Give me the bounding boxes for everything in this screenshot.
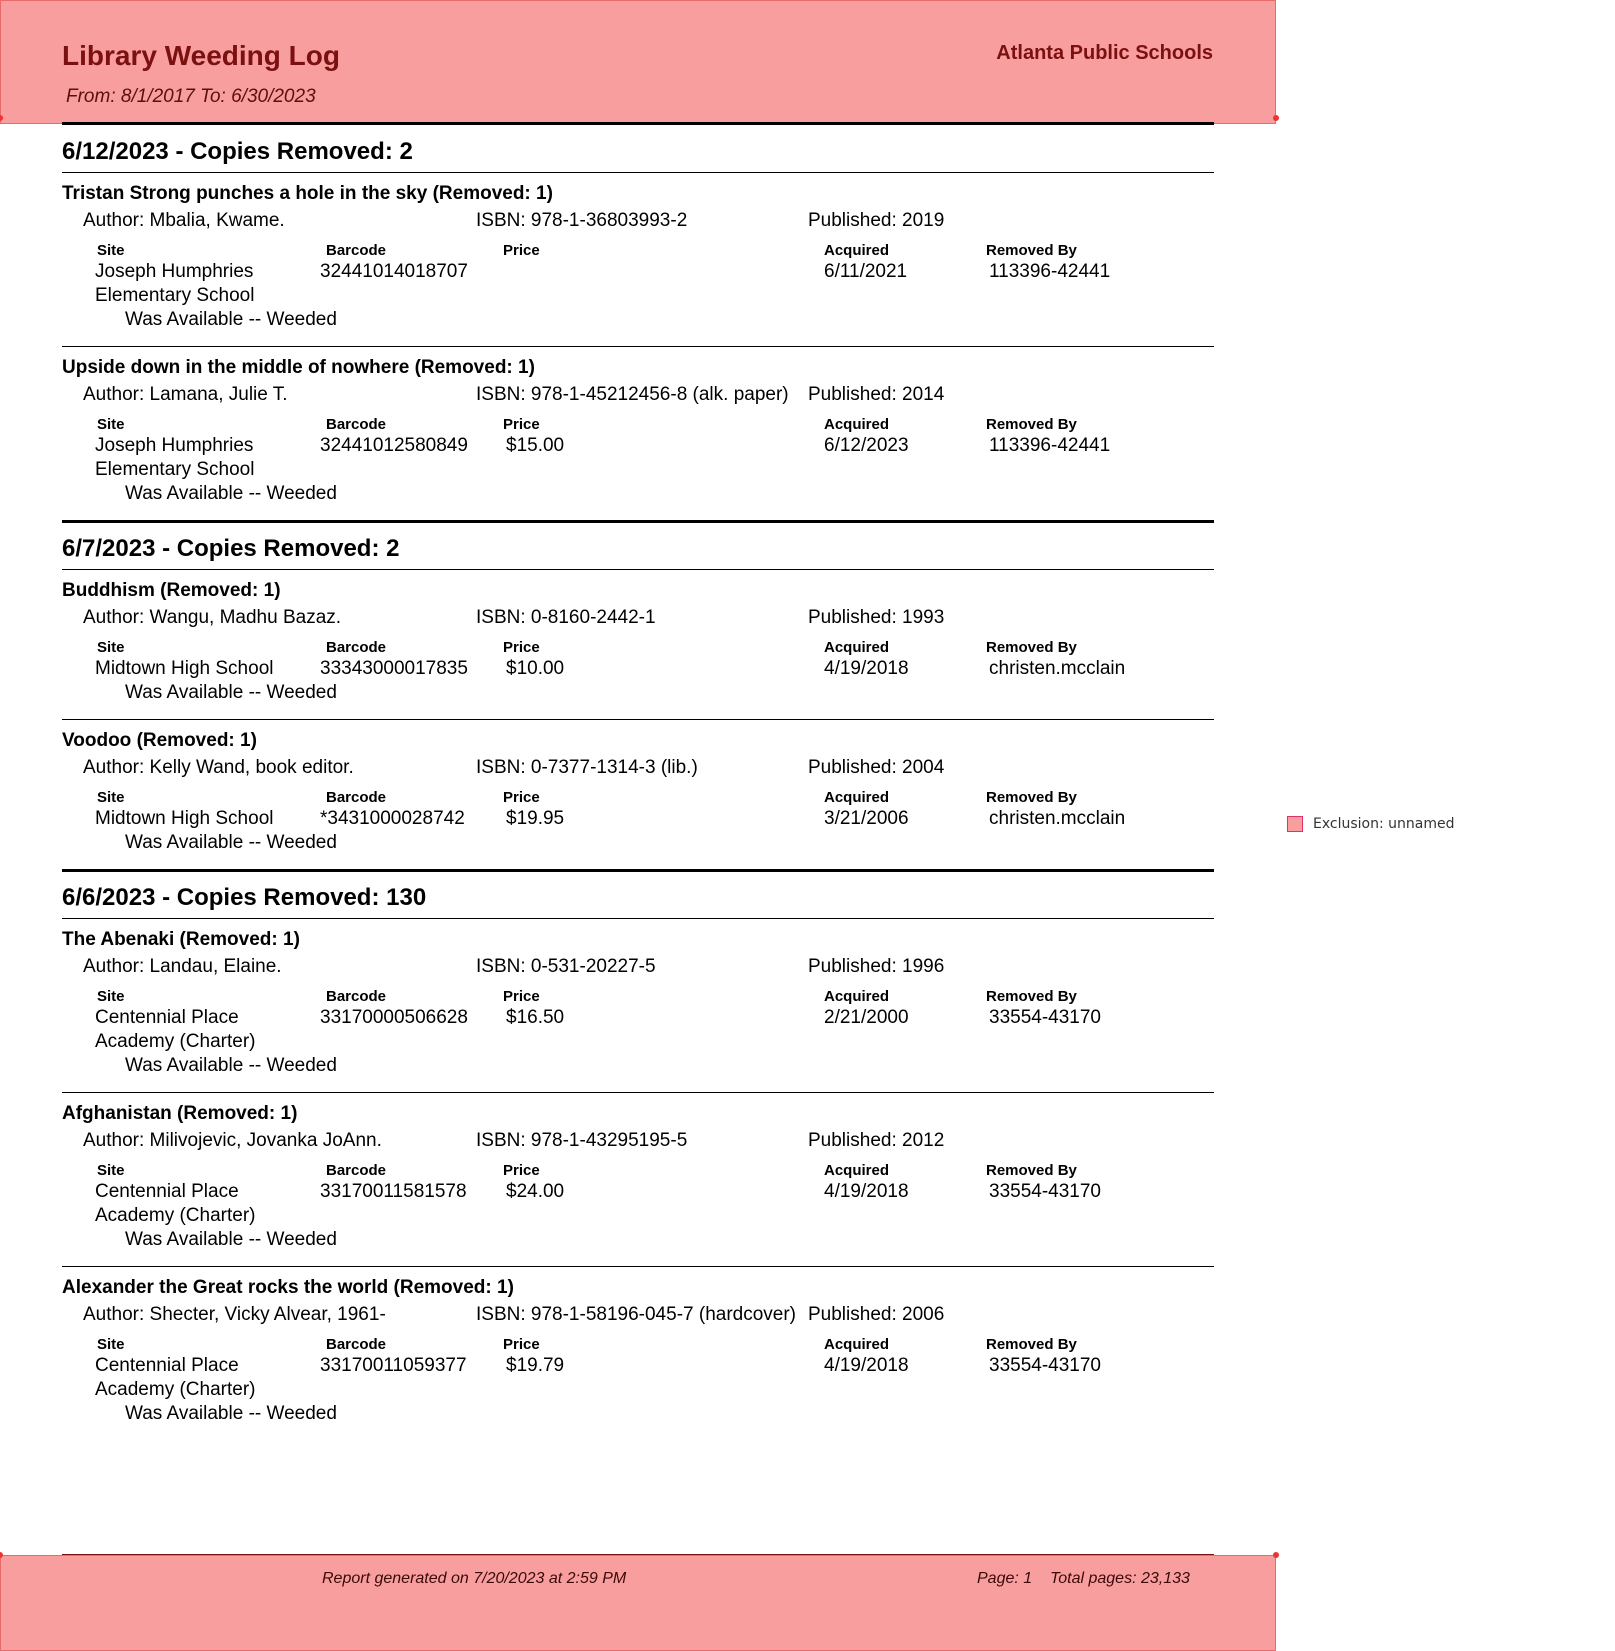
record-title: The Abenaki (Removed: 1): [62, 929, 300, 950]
report-generated-text: Report generated on 7/20/2023 at 2:59 PM: [322, 1570, 627, 1587]
col-barcode-header: Barcode: [326, 639, 387, 656]
copy-site: Joseph Humphries Elementary School: [95, 261, 255, 306]
col-removed-by-header: Removed By: [986, 789, 1077, 806]
record-author: Author: Milivojevic, Jovanka JoAnn.: [83, 1130, 382, 1151]
date-group: [62, 126, 1214, 520]
record-published: Published: 1993: [808, 607, 945, 628]
col-removed-by-header: Removed By: [986, 639, 1077, 656]
copy-removed-by: 113396-42441: [989, 261, 1111, 282]
copy-acquired: 4/19/2018: [824, 658, 909, 679]
copy-removed-by: 33554-43170: [989, 1007, 1101, 1028]
col-removed-by-header: Removed By: [986, 1336, 1077, 1353]
copy-removed-by: 33554-43170: [989, 1355, 1101, 1376]
col-removed-by-header: Removed By: [986, 416, 1077, 433]
copy-acquired: 6/11/2021: [824, 261, 908, 282]
copy-site: Centennial Place Academy (Charter): [95, 1181, 256, 1226]
record-title: Voodoo (Removed: 1): [62, 730, 257, 751]
col-removed-by-header: Removed By: [986, 1162, 1077, 1179]
copy-acquired: 6/12/2023: [824, 435, 909, 456]
col-site-header: Site: [97, 1336, 125, 1353]
weeded-record: [62, 183, 1214, 346]
col-price-header: Price: [503, 416, 540, 433]
copy-columns-header: [62, 988, 1214, 1006]
col-price-header: Price: [503, 789, 540, 806]
record-author: Author: Kelly Wand, book editor.: [83, 757, 354, 778]
record-metadata: [62, 606, 1214, 630]
col-price-header: Price: [503, 1336, 540, 1353]
group-heading-divider: [62, 569, 1214, 570]
record-isbn: ISBN: 0-8160-2442-1: [476, 607, 656, 628]
col-site-header: Site: [97, 789, 125, 806]
copy-removed-by: 33554-43170: [989, 1181, 1101, 1202]
date-group: [62, 520, 1214, 869]
col-site-header: Site: [97, 1162, 125, 1179]
weeded-record: [62, 346, 1214, 520]
group-heading-divider: [62, 918, 1214, 919]
record-author: Author: Shecter, Vicky Alvear, 1961-: [83, 1304, 386, 1325]
col-acquired-header: Acquired: [824, 1336, 890, 1353]
col-acquired-header: Acquired: [824, 242, 890, 259]
record-published: Published: 2012: [808, 1130, 945, 1151]
copy-price: $10.00: [506, 658, 565, 679]
record-published: Published: 2004: [808, 757, 945, 778]
col-acquired-header: Acquired: [824, 416, 890, 433]
region-handle[interactable]: [1273, 1552, 1279, 1558]
record-title: Tristan Strong punches a hole in the sky (Removed: 1): [62, 183, 553, 204]
record-published: Published: 1996: [808, 956, 945, 977]
record-title: Alexander the Great rocks the world (Removed: 1): [62, 1277, 514, 1298]
legend-label: Exclusion: unnamed: [1313, 816, 1455, 832]
record-metadata: [62, 209, 1214, 233]
copy-removed-by: christen.mcclain: [989, 808, 1126, 829]
copy-status: Was Available -- Weeded: [125, 309, 337, 330]
report-date-range: From: 8/1/2017 To: 6/30/2023: [66, 86, 316, 107]
copy-site: Midtown High School: [95, 808, 274, 829]
copy-row: [62, 1006, 1214, 1054]
col-acquired-header: Acquired: [824, 1162, 890, 1179]
record-list: [62, 183, 1214, 520]
col-price-header: Price: [503, 242, 540, 259]
copy-price: $24.00: [506, 1181, 565, 1202]
weeded-record: [62, 929, 1214, 1092]
col-barcode-header: Barcode: [326, 789, 387, 806]
record-isbn: ISBN: 978-1-36803993-2: [476, 210, 688, 231]
record-title: Afghanistan (Removed: 1): [62, 1103, 298, 1124]
record-metadata: [62, 1129, 1214, 1153]
copy-site: Centennial Place Academy (Charter): [95, 1355, 256, 1400]
col-acquired-header: Acquired: [824, 789, 890, 806]
copy-status: Was Available -- Weeded: [125, 483, 337, 504]
group-heading-divider: [62, 172, 1214, 173]
copy-columns-header: [62, 242, 1214, 260]
record-isbn: ISBN: 978-1-58196-045-7 (hardcover): [476, 1304, 797, 1325]
record-isbn: ISBN: 978-1-45212456-8 (alk. paper): [476, 384, 789, 405]
legend-swatch: [1287, 816, 1303, 832]
copy-barcode: 32441012580849: [320, 435, 468, 456]
copy-barcode: 33170011581578: [320, 1181, 467, 1202]
record-title: Buddhism (Removed: 1): [62, 580, 281, 601]
record-isbn: ISBN: 0-7377-1314-3 (lib.): [476, 757, 698, 778]
col-price-header: Price: [503, 1162, 540, 1179]
col-site-header: Site: [97, 988, 125, 1005]
copy-price: [503, 260, 824, 308]
weeded-record: [62, 1266, 1214, 1440]
copy-barcode: *3431000028742: [320, 808, 465, 829]
header-divider: [62, 122, 1214, 125]
record-published: Published: 2006: [808, 1304, 945, 1325]
weeded-record: [62, 719, 1214, 869]
record-metadata: [62, 955, 1214, 979]
copy-acquired: 4/19/2018: [824, 1181, 909, 1202]
record-author: Author: Lamana, Julie T.: [83, 384, 288, 405]
copy-columns-header: [62, 1336, 1214, 1354]
copy-acquired: 4/19/2018: [824, 1355, 909, 1376]
copy-price: $19.95: [506, 808, 565, 829]
copy-barcode: 33170000506628: [320, 1007, 468, 1028]
record-metadata: [62, 383, 1214, 407]
copy-price: $16.50: [506, 1007, 565, 1028]
page-info: Page: 1 Total pages: 23,133: [977, 1570, 1190, 1587]
copy-row: [62, 1180, 1214, 1228]
copy-barcode: 33170011059377: [320, 1355, 467, 1376]
col-site-header: Site: [97, 242, 125, 259]
copy-site: Midtown High School: [95, 658, 274, 679]
record-title: Upside down in the middle of nowhere (Removed: 1): [62, 357, 535, 378]
col-removed-by-header: Removed By: [986, 988, 1077, 1005]
record-published: Published: 2019: [808, 210, 945, 231]
date-group-heading: 6/7/2023 - Copies Removed: 2: [62, 535, 400, 562]
copy-columns-header: [62, 1162, 1214, 1180]
col-site-header: Site: [97, 416, 125, 433]
copy-columns-header: [62, 639, 1214, 657]
copy-row: [62, 807, 1214, 831]
copy-price: $15.00: [506, 435, 565, 456]
weeded-record: [62, 580, 1214, 719]
date-group-heading: 6/6/2023 - Copies Removed: 130: [62, 884, 427, 911]
date-group: [62, 869, 1214, 1440]
record-isbn: ISBN: 978-1-43295195-5: [476, 1130, 688, 1151]
col-barcode-header: Barcode: [326, 242, 387, 259]
copy-columns-header: [62, 789, 1214, 807]
copy-site: Centennial Place Academy (Charter): [95, 1007, 256, 1052]
record-metadata: [62, 756, 1214, 780]
report-title: Library Weeding Log: [62, 40, 340, 71]
weeded-record: [62, 1092, 1214, 1266]
copy-site: Joseph Humphries Elementary School: [95, 435, 255, 480]
copy-barcode: 33343000017835: [320, 658, 468, 679]
col-price-header: Price: [503, 988, 540, 1005]
copy-status: Was Available -- Weeded: [125, 832, 337, 853]
record-list: [62, 580, 1214, 869]
col-barcode-header: Barcode: [326, 1162, 387, 1179]
copy-removed-by: christen.mcclain: [989, 658, 1126, 679]
report-body: [62, 126, 1214, 1440]
copy-status: Was Available -- Weeded: [125, 682, 337, 703]
copy-status: Was Available -- Weeded: [125, 1055, 337, 1076]
col-acquired-header: Acquired: [824, 988, 890, 1005]
organization-name: Atlanta Public Schools: [996, 42, 1213, 64]
copy-price: $19.79: [506, 1355, 565, 1376]
record-metadata: [62, 1303, 1214, 1327]
copy-acquired: 3/21/2006: [824, 808, 909, 829]
col-barcode-header: Barcode: [326, 416, 387, 433]
copy-barcode: 32441014018707: [320, 261, 468, 282]
date-group-heading: 6/12/2023 - Copies Removed: 2: [62, 138, 413, 165]
record-author: Author: Wangu, Madhu Bazaz.: [83, 607, 342, 628]
col-site-header: Site: [97, 639, 125, 656]
copy-status: Was Available -- Weeded: [125, 1229, 337, 1250]
col-removed-by-header: Removed By: [986, 242, 1077, 259]
record-isbn: ISBN: 0-531-20227-5: [476, 956, 656, 977]
copy-row: [62, 657, 1214, 681]
region-handle[interactable]: [1273, 115, 1279, 121]
copy-row: [62, 434, 1214, 482]
col-barcode-header: Barcode: [326, 988, 387, 1005]
record-author: Author: Mbalia, Kwame.: [83, 210, 285, 231]
copy-row: [62, 1354, 1214, 1402]
copy-columns-header: [62, 416, 1214, 434]
copy-row: [62, 260, 1214, 308]
col-acquired-header: Acquired: [824, 639, 890, 656]
copy-status: Was Available -- Weeded: [125, 1403, 337, 1424]
legend: [1287, 816, 1454, 832]
record-author: Author: Landau, Elaine.: [83, 956, 282, 977]
copy-acquired: 2/21/2000: [824, 1007, 909, 1028]
col-barcode-header: Barcode: [326, 1336, 387, 1353]
record-published: Published: 2014: [808, 384, 945, 405]
col-price-header: Price: [503, 639, 540, 656]
copy-removed-by: 113396-42441: [989, 435, 1111, 456]
record-list: [62, 929, 1214, 1440]
